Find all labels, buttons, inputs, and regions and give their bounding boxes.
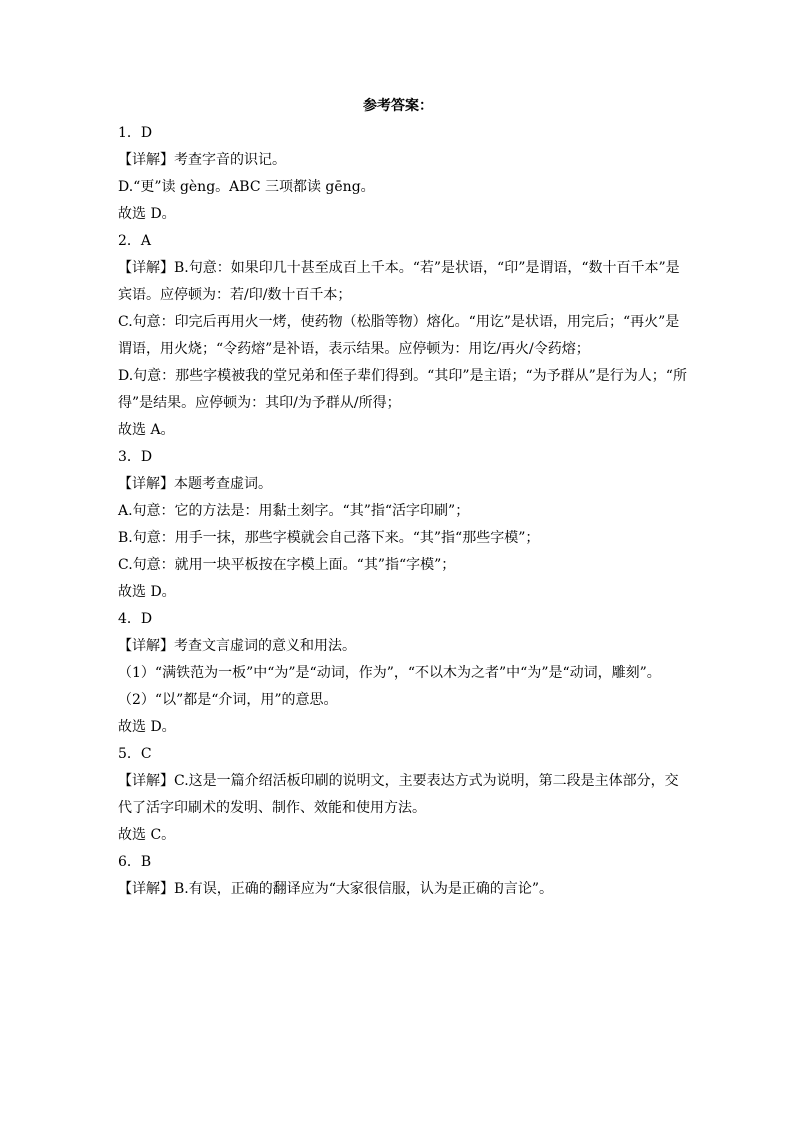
answer-conclusion: 故选 D。 [118,206,176,222]
answer-conclusion: 故选 A。 [118,422,175,438]
answer-conclusion: 故选 D。 [118,719,176,735]
page-title: 参考答案： [363,98,433,114]
answer-explanation-line: 【详解】B.有误，正确的翻译应为“大家很信服，认为是正确的言论”。 [118,881,554,897]
answer-explanation-line: 代了活字印刷术的发明、制作、效能和使用方法。 [118,800,426,816]
answer-explanation-line: 【详解】C.这是一篇介绍活板印刷的说明文，主要表达方式为说明，第二段是主体部分，交 [118,773,679,789]
answer-conclusion: 故选 C。 [118,827,176,843]
answer-explanation-line: （2）“以”都是“介词，用”的意思。 [118,692,338,708]
answer-explanation-line: 得”是结果。应停顿为：其印/为予群从/所得； [118,395,401,411]
answer-number-3: 3．D [118,449,153,465]
answer-number-1: 1．D [118,125,153,141]
answer-explanation-line: （1）“满铁范为一板”中“为”是“动词，作为”，“不以木为之者”中“为”是“动词，雕刻”。 [118,665,661,681]
answer-document [118,96,687,903]
answer-explanation-line: 谓语，用火烧；“令药熔”是补语，表示结果。应停顿为：用讫/再火/令药熔； [118,341,590,357]
answer-explanation-line: 【详解】本题考查虚词。 [118,476,272,492]
answer-number-4: 4．D [118,611,153,627]
answer-explanation-line: 【详解】考查文言虚词的意义和用法。 [118,638,356,654]
answer-explanation-line: C.句意：就用一块平板按在字模上面。“其”指“字模”； [118,557,456,573]
answer-number-2: 2．A [118,233,152,249]
answer-explanation-line: A.句意：它的方法是：用黏土刻字。“其”指“活字印刷”； [118,503,470,519]
answer-number-6: 6．B [118,854,152,870]
answer-explanation-line: 宾语。应停顿为：若/印/数十百千本； [118,287,352,303]
answer-explanation-line: C.句意：印完后再用火一烤，使药物（松脂等物）熔化。“用讫”是状语，用完后；“再火”是 [118,314,680,330]
answer-explanation-line: B.句意：用手一抹，那些字模就会自己落下来。“其”指“那些字模”； [118,530,540,546]
answer-explanation-line: 【详解】B.句意：如果印几十甚至成百上千本。“若”是状语，“印”是谓语，“数十百千本”是 [118,260,680,276]
answer-explanation-line: 【详解】考查字音的识记。 [118,152,286,168]
answer-conclusion: 故选 D。 [118,584,176,600]
answer-number-5: 5．C [118,746,152,762]
answer-explanation-line: D.句意：那些字模被我的堂兄弟和侄子辈们得到。“其印”是主语；“为予群从”是行为人；“所 [118,368,687,384]
answer-explanation-line: D.“更”读 gèng。ABC 三项都读 gēng。 [118,179,375,195]
